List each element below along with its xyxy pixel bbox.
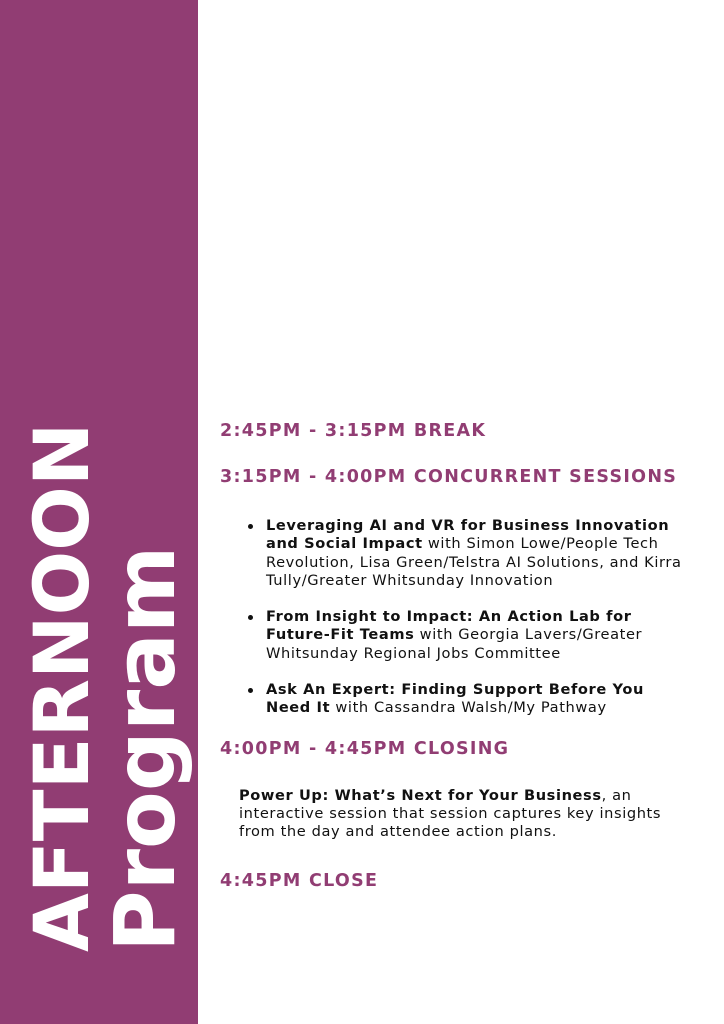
session-title: Ask An Expert: Finding Support Before You Need It bbox=[266, 681, 644, 717]
session-details: with Simon Lowe/People Tech Revolution, Lisa Green/Telstra AI Solutions, and Kirra Tully/Greater Whitsunday Innovation bbox=[266, 535, 682, 589]
schedule-content bbox=[220, 418, 690, 895]
bullet-icon bbox=[248, 688, 253, 693]
closing-details: , an interactive session that session captures key insights from the day and attendee action plans. bbox=[239, 786, 662, 841]
session-title: Leveraging AI and VR for Business Innovation and Social Impact bbox=[266, 517, 670, 553]
session-details: with Cassandra Walsh/My Pathway bbox=[330, 699, 607, 717]
bullet-icon bbox=[248, 524, 253, 529]
closing-title: Power Up: What’s Next for Your Business bbox=[239, 786, 602, 804]
break-heading: 2:45PM - 3:15PM BREAK bbox=[220, 421, 487, 441]
list-item bbox=[248, 517, 690, 590]
close-heading: 4:45PM CLOSE bbox=[220, 870, 379, 891]
bullet-icon bbox=[248, 615, 253, 620]
list-item bbox=[248, 608, 690, 663]
session-list bbox=[220, 517, 690, 718]
concurrent-heading: 3:15PM - 4:00PM CONCURRENT SESSIONS bbox=[220, 467, 678, 487]
sidebar-banner bbox=[0, 0, 198, 1024]
session-title: From Insight to Impact: An Action Lab for Future-Fit Teams bbox=[266, 608, 632, 644]
list-item bbox=[248, 681, 690, 718]
closing-description bbox=[239, 787, 679, 842]
session-details: with Georgia Lavers/Greater Whitsunday Regional Jobs Committee bbox=[266, 626, 643, 662]
closing-heading: 4:00PM - 4:45PM CLOSING bbox=[220, 738, 510, 759]
vertical-title bbox=[17, 422, 194, 952]
title-program: Program bbox=[96, 545, 194, 952]
title-afternoon: AFTERNOON bbox=[17, 422, 106, 952]
